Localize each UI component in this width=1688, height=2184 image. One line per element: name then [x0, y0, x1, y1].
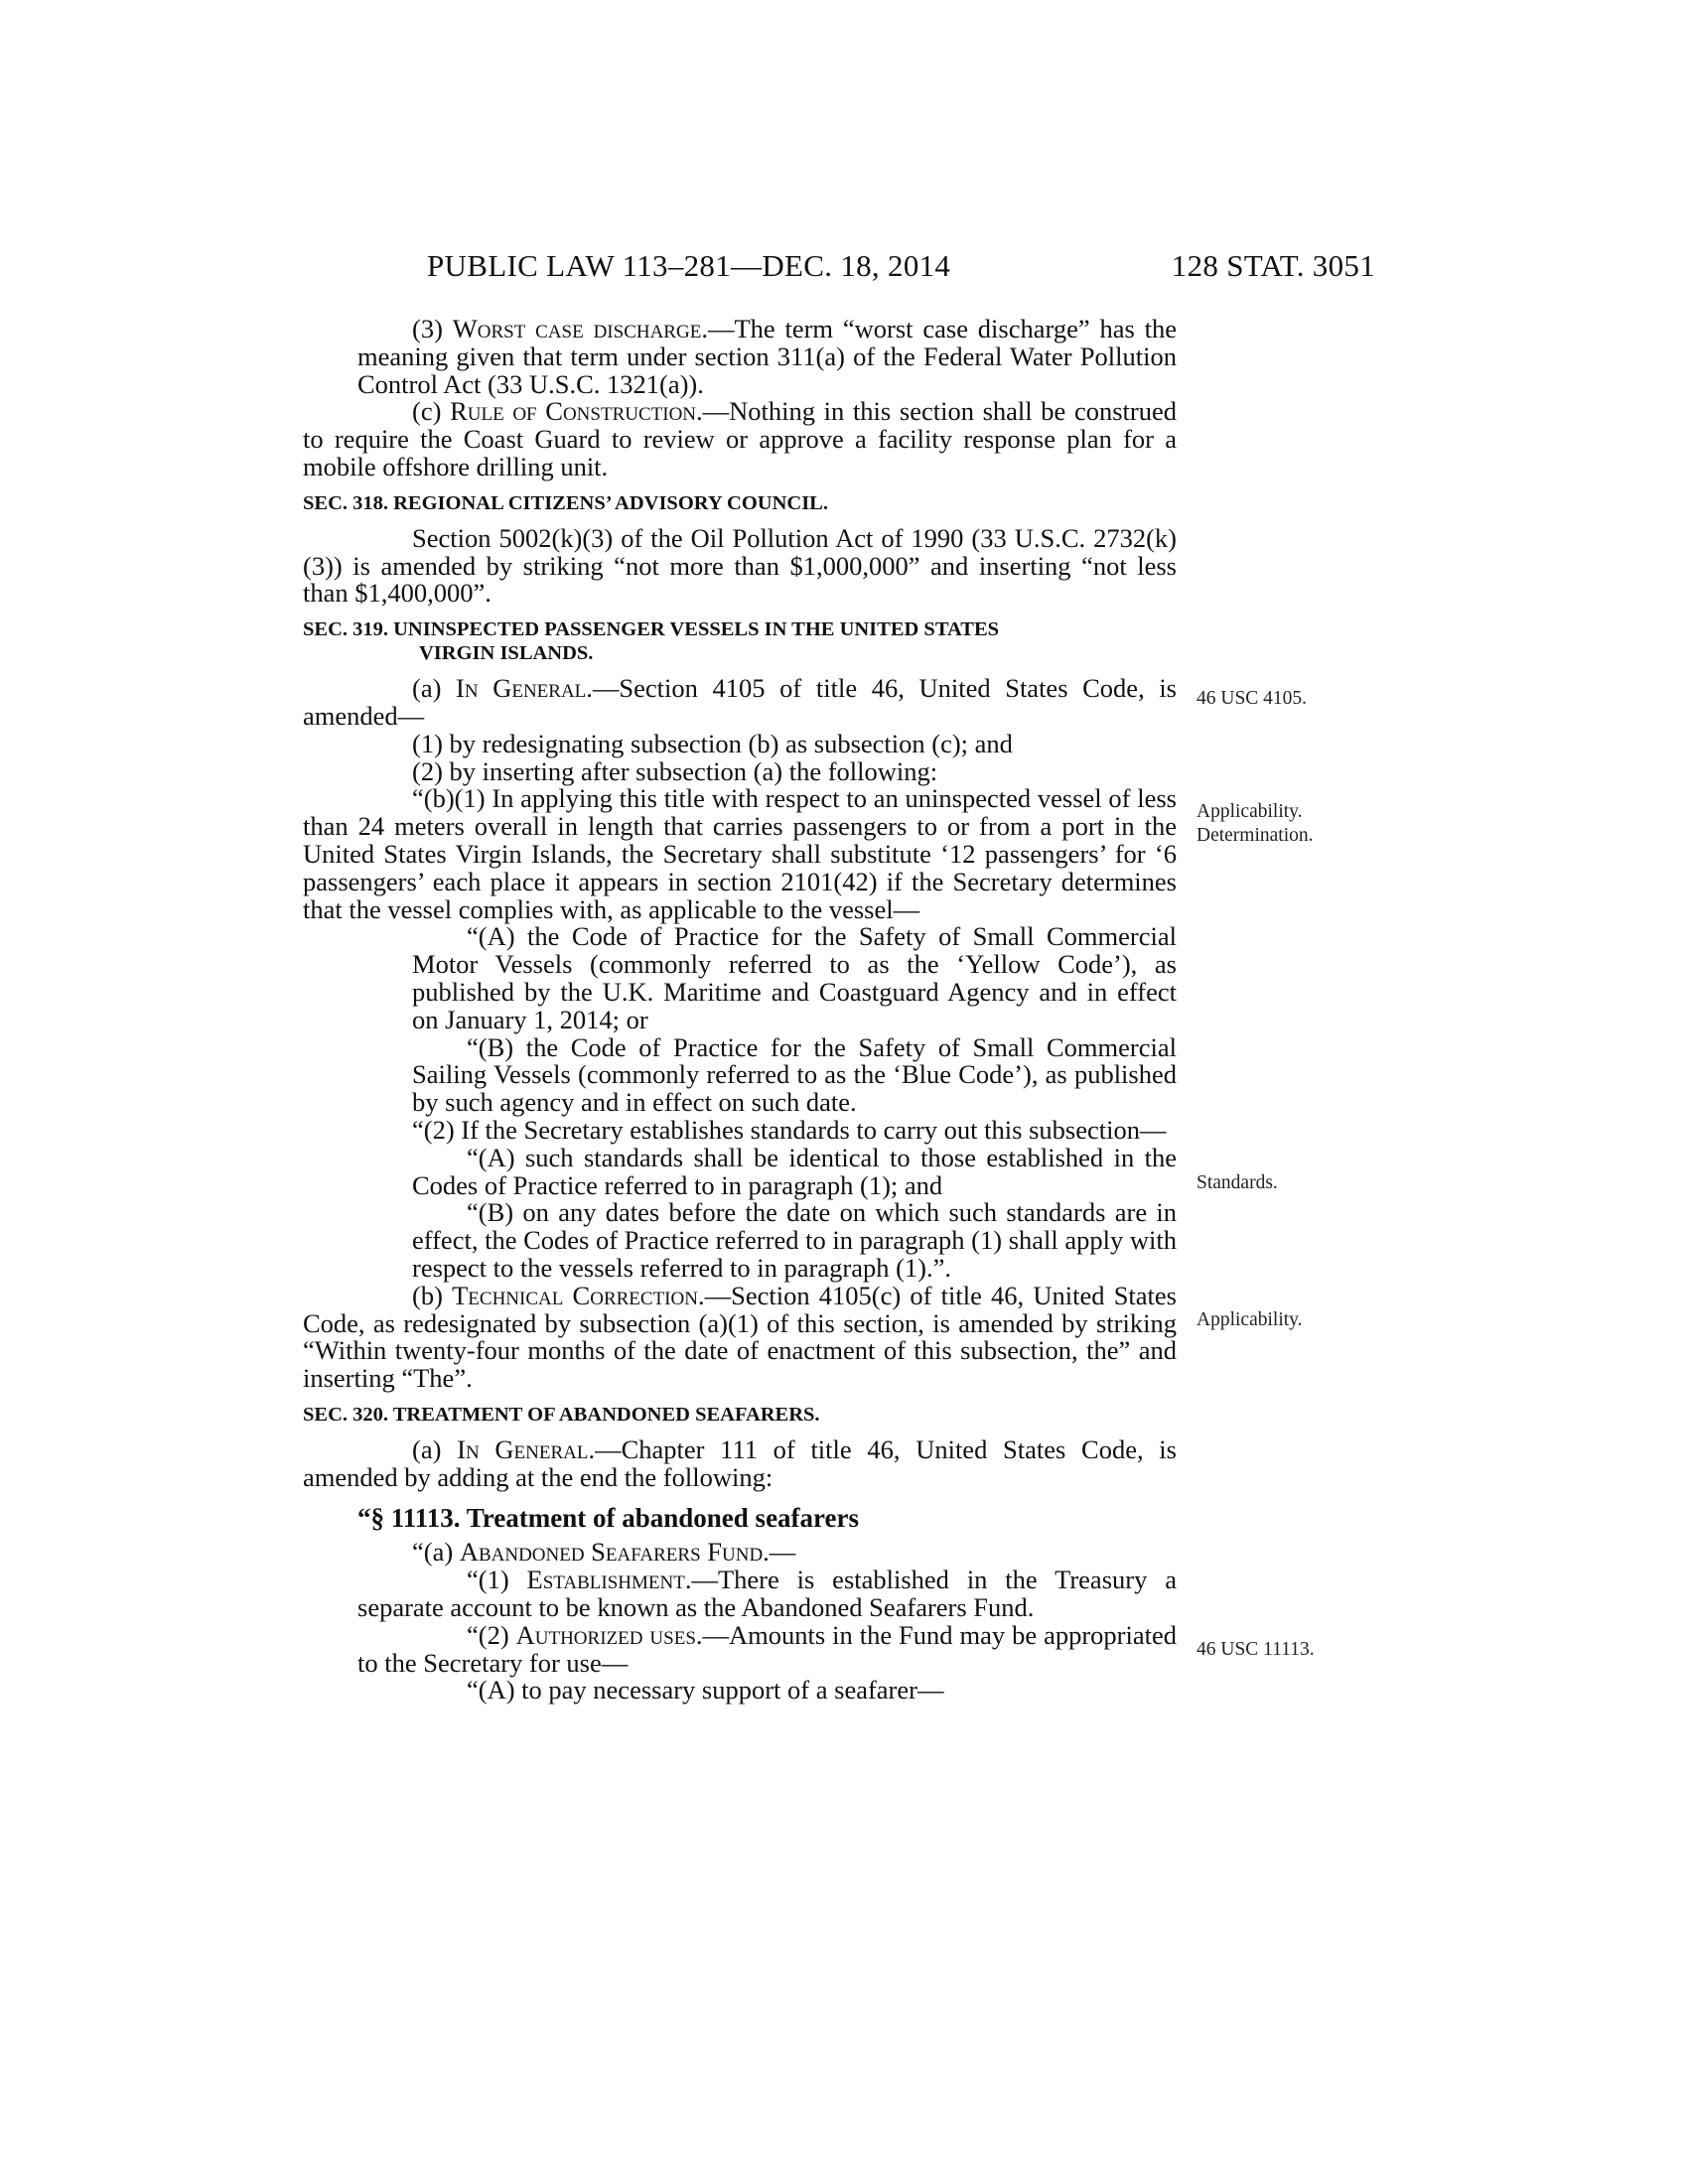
margin-note-46-usc-4105: 46 USC 4105. [1196, 688, 1308, 709]
paragraph-worst-case-discharge: (3) Worst case discharge.—The term “worst case discharge” has the meaning given that term under section 311(a) of the Federal Water Pollution Control Act (33 U.S.C. 1321(a)). [357, 314, 1177, 399]
paragraph-319-b-2-B: “(B) on any dates before the date on which such standards are in effect, the Codes of Practice referred to in paragraph (1) shall apply with respect to the vessels referred to in paragraph (1).”. [412, 1197, 1177, 1283]
header-statute-page: 128 STAT. 3051 [1171, 248, 1375, 283]
margin-note-applicability-2: Applicability. [1196, 1309, 1303, 1330]
header-public-law: PUBLIC LAW 113–281—DEC. 18, 2014 [427, 248, 951, 283]
section-320-heading: SEC. 320. TREATMENT OF ABANDONED SEAFARERS. [303, 1403, 820, 1426]
paragraph-320-a: (a) In General.—Chapter 111 of title 46, United States Code, is amended by adding at the end the following: [303, 1433, 1177, 1492]
document-body [303, 316, 1177, 1705]
page-header [427, 248, 1375, 288]
paragraph-rule-of-construction: (c) Rule of Construction.—Nothing in this section shall be construed to require the Coast Guard to review or approve a facility response plan for a mobile offshore drilling unit. [303, 396, 1177, 481]
paragraph-section-318: Section 5002(k)(3) of the Oil Pollution Act of 1990 (33 U.S.C. 2732(k)(3)) is amended by striking “not more than $1,000,000” and inserting “not less than $1,400,000”. [303, 522, 1177, 609]
paragraph-319-b-1-B: “(B) the Code of Practice for the Safety of Small Commercial Sailing Vessels (commonly referred to as the ‘Blue Code’), as published by such agency and in effect on such date. [412, 1031, 1177, 1118]
paragraph-319-b-1: “(b)(1) In applying this title with respect to an uninspected vessel of less than 24 meters overall in length that carries passengers to or from a port in the United States Virgin Islands, the Secretary shall substitute ‘12 passengers’ for ‘6 passengers’ each place it appears in section 2101(42) if the Secretary determines that the vessel complies with, as applicable to the vessel— [303, 783, 1177, 924]
margin-note-applicability: Applicability. [1196, 801, 1303, 822]
paragraph-abandoned-seafarers-fund: “(a) Abandoned Seafarers Fund.— [412, 1537, 796, 1568]
section-318-heading: SEC. 318. REGIONAL CITIZENS’ ADVISORY COUNCIL. [303, 491, 828, 514]
section-319-heading: SEC. 319. UNINSPECTED PASSENGER VESSELS IN THE UNITED STATES VIRGIN ISLANDS. [303, 618, 1000, 665]
paragraph-319-b-1-A: “(A) the Code of Practice for the Safety of Small Commercial Motor Vessels (commonly referred to as the ‘Yellow Code’), as published by the U.K. Maritime and Coastguard Agency and in effect on January 1, 2014; or [412, 921, 1177, 1034]
paragraph-319-b-2-A: “(A) such standards shall be identical to those established in the Codes of Practice referred to in paragraph (1); and [412, 1142, 1177, 1200]
section-11113-heading: “§ 11113. Treatment of abandoned seafarers [357, 1503, 860, 1534]
margin-note-standards: Standards. [1196, 1172, 1278, 1193]
paragraph-319-a-1: (1) by redesignating subsection (b) as subsection (c); and [412, 728, 1013, 758]
paragraph-support-of-seafarer: “(A) to pay necessary support of a seafarer— [467, 1675, 944, 1706]
margin-note-determination: Determination. [1196, 825, 1314, 846]
paragraph-319-b-2: “(2) If the Secretary establishes standards to carry out this subsection— [412, 1114, 1167, 1145]
paragraph-establishment: “(1) Establishment.—There is established in the Treasury a separate account to be known as the Abandoned Seafarers Fund. [357, 1565, 1177, 1623]
paragraph-authorized-uses: “(2) Authorized uses.—Amounts in the Fund may be appropriated to the Secretary for use— [357, 1619, 1177, 1678]
margin-note-46-usc-11113: 46 USC 11113. [1196, 1639, 1315, 1660]
paragraph-319-a: (a) In General.—Section 4105 of title 46, United States Code, is amended— [303, 673, 1177, 731]
paragraph-technical-correction: (b) Technical Correction.—Section 4105(c) of title 46, United States Code, as redesignated by subsection (a)(1) of this section, is amended by striking “Within twenty-four months of the date of enactment of this subsection, the” and inserting “The”. [303, 1280, 1177, 1394]
paragraph-319-a-2: (2) by inserting after subsection (a) the following: [412, 755, 938, 786]
